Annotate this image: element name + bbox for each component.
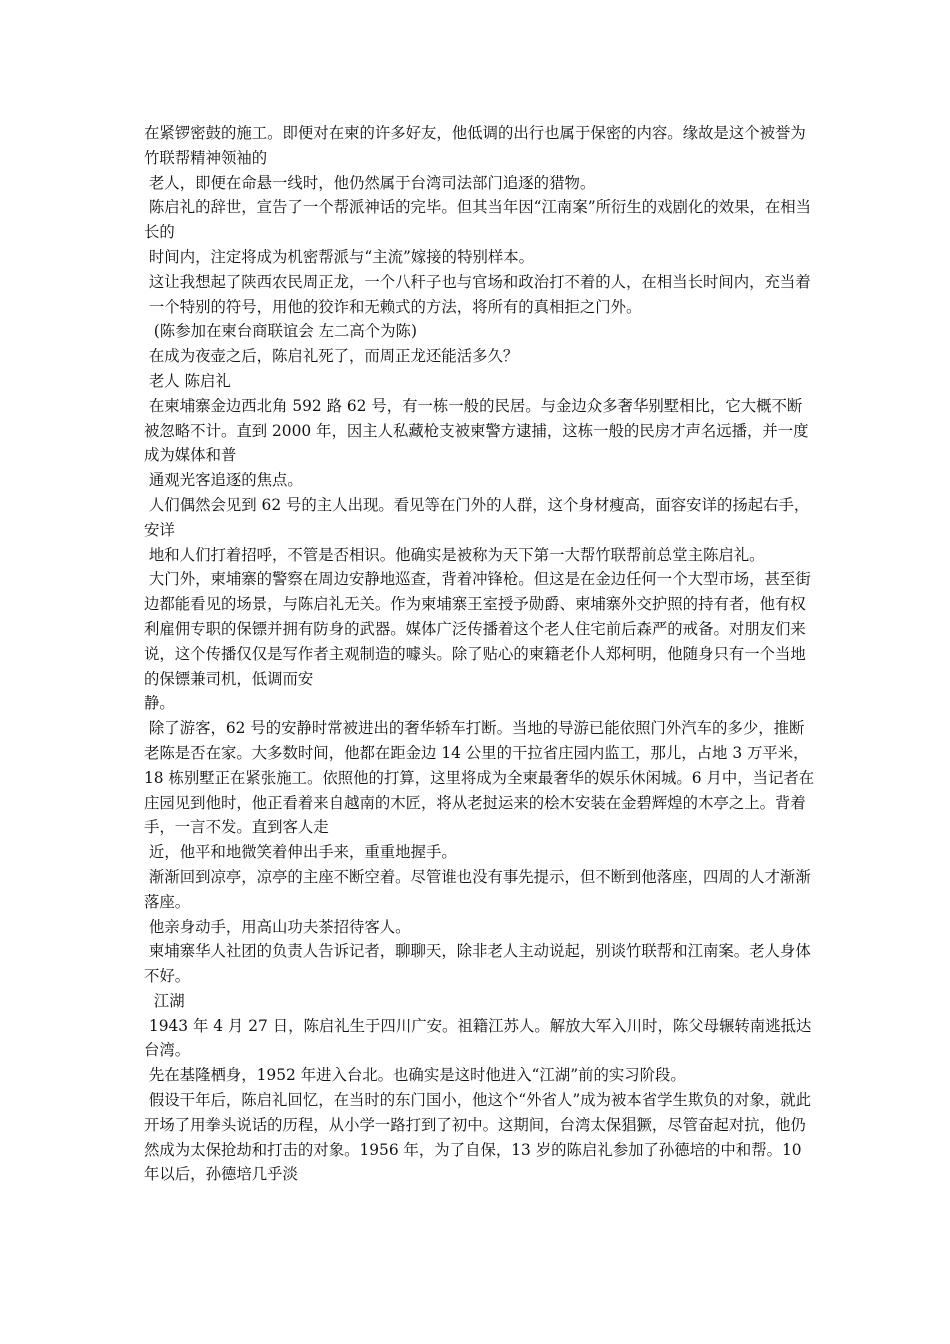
text-line-18: 渐渐回到凉亭，凉亭的主座不断空着。尽管谁也没有事先提示，但不断到他落座，四周的人才渐渐落座。 — [144, 867, 811, 911]
text-line-8: 在成为夜壶之后，陈启礼死了，而周正龙还能活多久？ — [144, 347, 519, 366]
text-line-15: 静。 — [144, 694, 175, 713]
text-line-24: 假设干年后，陈启礼回忆，在当时的东门国小，他这个“外省人”成为被本省学生欺负的对象，就此开场了用拳头说话的历程，从小学一路打到了初中。这期间，台湾太保猖獗，尽管奋起对抗，他仍然成为太保抢劫和打击的对象。1956 年，为了自保，13 岁的陈启礼参加了孙德培的中和帮。10 年以后，孙德培几乎淡 — [144, 1091, 812, 1184]
text-line-10: 在柬埔寨金边西北角 592 路 62 号，有一栋一般的民居。与金边众多奢华别墅相比，它大概不断被忽略不计。直到 2000 年，因主人私藏枪支被柬警方逮捕，这栋一般的民房才声名远播，并一度成为媒体和普 — [144, 396, 809, 465]
text-line-19: 他亲身动手，用高山功夫茶招待客人。 — [144, 917, 411, 936]
text-line-16: 除了游客，62 号的安静时常被进出的奢华轿车打断。当地的导游已能依照门外汽车的多少，推断老陈是否在家。大多数时间，他都在距金边 14 公里的干拉省庄园内监工，那儿，占地 3 万平米，18 栋别墅正在紧张施工。依照他的打算，这里将成为全柬最奢华的娱乐休闲城。6 月中，当记者在庄园见到他时，他正看着来自越南的木匠，将从老挝运来的桧木安装在金碧辉煌的木亭之上。背着手，一言不发。直到客人走 — [144, 719, 815, 837]
text-line-11: 通观光客追逐的焦点。 — [144, 471, 303, 490]
text-line-12: 人们偶然会见到 62 号的主人出现。看见等在门外的人群，这个身材瘦高，面容安详的扬起右手，安详 — [144, 495, 810, 539]
text-line-2: 老人，即便在命悬一线时，他仍然属于台湾司法部门追逐的猎物。 — [144, 173, 596, 192]
text-line-5: 这让我想起了陕西农民周正龙，一个八秆子也与官场和政治打不着的人，在相当长时间内，充当着 — [144, 272, 811, 291]
text-line-4: 时间内，注定将成为机密帮派与“主流”嫁接的特别样本。 — [144, 247, 535, 266]
section-heading-jianghu: 江湖 — [144, 991, 185, 1010]
text-line-3: 陈启礼的辞世，宣告了一个帮派神话的完毕。但其当年因“江南案”所衍生的戏剧化的效果，在相当长的 — [144, 198, 812, 242]
text-line-17: 近，他平和地微笑着伸出手来，重重地握手。 — [144, 843, 457, 862]
photo-caption: (陈参加在柬台商联谊会 左二高个为陈) — [144, 322, 417, 341]
text-line-13: 地和人们打着招呼，不管是否相识。他确实是被称为天下第一大帮竹联帮前总堂主陈启礼。 — [144, 545, 765, 564]
section-heading-old-man: 老人 陈启礼 — [144, 371, 231, 390]
document-page — [144, 121, 816, 1187]
text-line-14: 大门外，柬埔寨的警察在周边安静地巡查，背着冲锋枪。但这是在金边任何一个大型市场，甚至街边都能看见的场景，与陈启礼无关。作为柬埔寨王室授予勋爵、柬埔寨外交护照的持有者，他有权利雇佣专职的保镖并拥有防身的武器。媒体广泛传播着这个老人住宅前后森严的戒备。对朋友们来说，这个传播仅仅是写作者主观制造的噱头。除了贴心的柬籍老仆人郑柯明，他随身只有一个当地的保镖兼司机，低调而安 — [144, 570, 811, 688]
text-line-20: 柬埔寨华人社团的负责人告诉记者，聊聊天，除非老人主动说起，别谈竹联帮和江南案。老人身体不好。 — [144, 942, 811, 986]
text-line-23: 先在基隆栖身，1952 年进入台北。也确实是这时他进入“江湖”前的实习阶段。 — [144, 1066, 686, 1085]
text-line-6: 一个特别的符号，用他的狡诈和无赖式的方法，将所有的真相拒之门外。 — [144, 297, 642, 316]
text-line-22: 1943 年 4 月 27 日，陈启礼生于四川广安。祖籍江苏人。解放大军入川时，陈父母辗转南逃抵达台湾。 — [144, 1016, 812, 1060]
text-line-1: 在紧锣密鼓的施工。即便对在柬的许多好友，他低调的出行也属于保密的内容。缘故是这个被誉为竹联帮精神领袖的 — [144, 124, 806, 167]
